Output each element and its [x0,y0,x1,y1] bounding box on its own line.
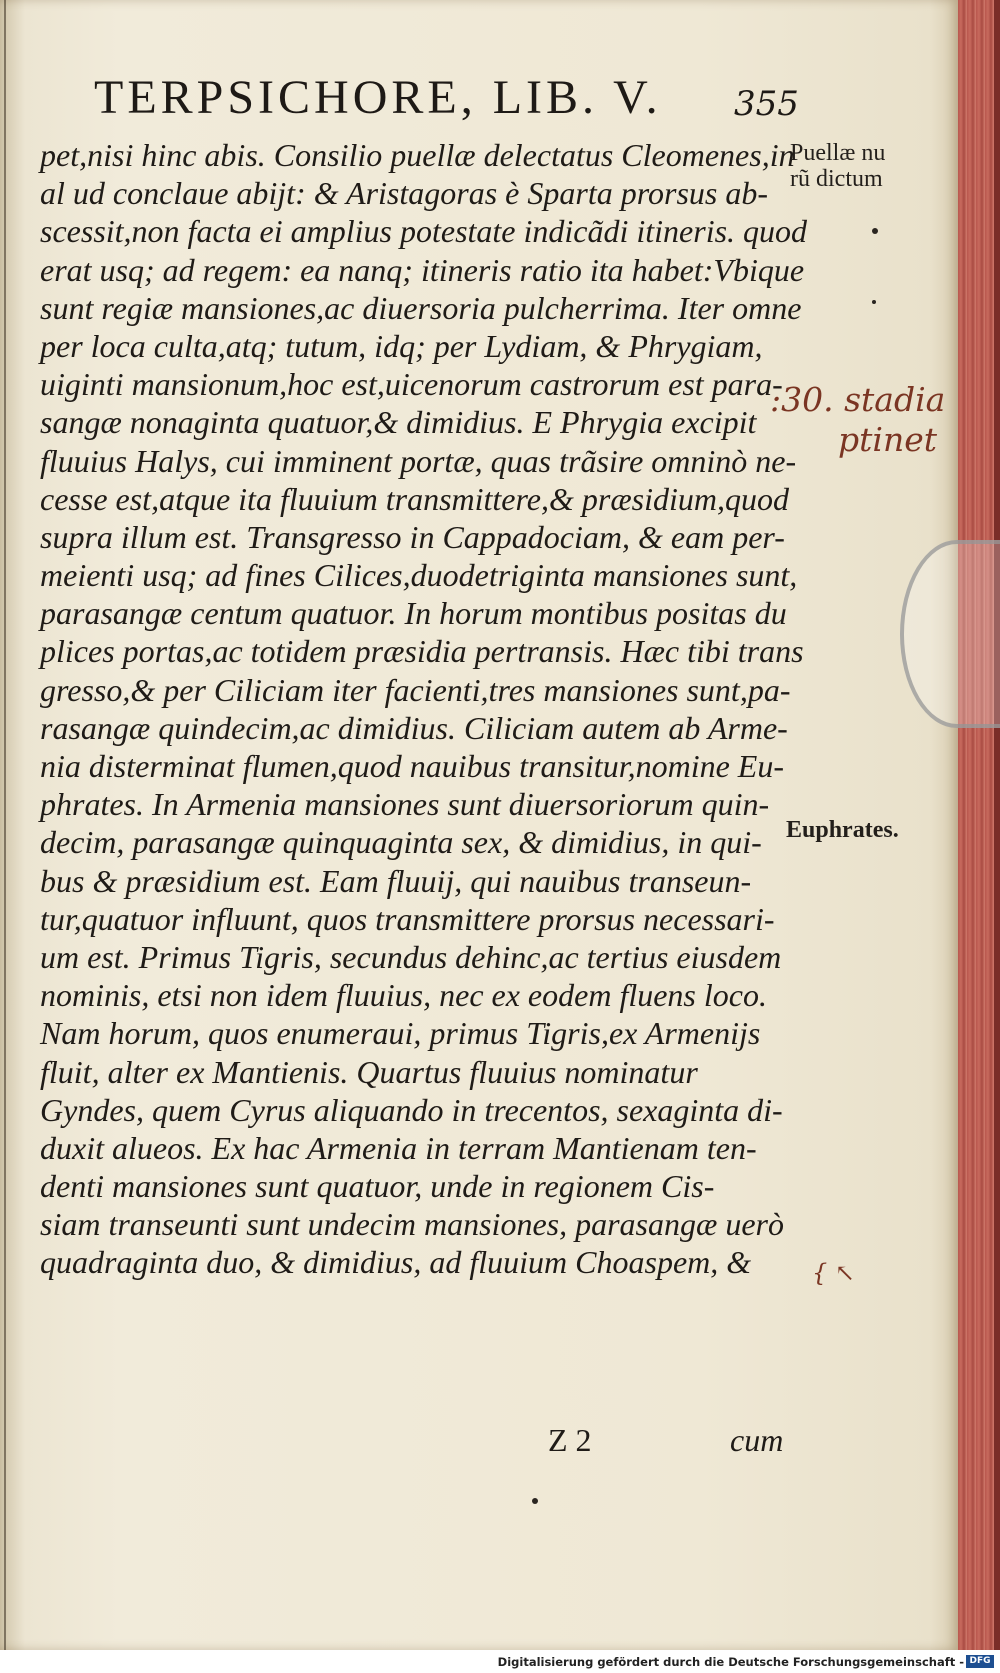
text-line: parasangæ centum quatuor. In horum montibus positas du [40,595,787,632]
text-line: uiginti mansionum,hoc est,uicenorum castrorum est para- [40,366,783,403]
page-number: 355 [734,84,799,124]
text-line: tur,quatuor influunt, quos transmittere prorsus necessari- [40,900,775,937]
catchword: cum [730,1422,784,1458]
text-line: sunt regiæ mansiones,ac diuersoria pulcherrima. Iter omne [40,289,802,326]
handwritten-annotation: ptinet [838,420,937,459]
text-line: nia disterminat flumen,quod nauibus transitur,nomine Eu- [40,748,784,784]
text-line: cesse est,atque ita fluuium transmittere,& præsidium,quod [40,480,789,517]
text-line: duxit alueos. Ex hac Armenia in terram Mantienam ten- [40,1129,757,1166]
text-line: gresso,& per Ciliciam iter facienti,tres mansiones sunt,pa- [40,671,791,708]
text-line: denti mansiones sunt quatuor, unde in regionem Cis- [40,1168,715,1205]
text-line: Gyndes, quem Cyrus aliquando in trecentos, sexaginta di- [40,1091,783,1128]
ink-speck [532,1498,538,1504]
binding-gutter [4,0,6,1650]
text-line: al ud conclaue abijt: & Aristagoras è Sparta prorsus ab- [40,175,768,212]
dfg-logo: DFG [966,1655,994,1668]
text-line: fluuius Halys, cui imminent portæ, quas trãsire omninò ne- [40,442,797,479]
text-line: pet,nisi hinc abis. Consilio puellæ delectatus Cleomenes,in [40,137,795,173]
text-line: meienti usq; ad fines Cilices,duodetriginta mansiones sunt, [40,557,798,594]
text-line: erat usq; ad regem: ea nanq; itineris ratio ita habet:Vbique [40,251,805,288]
body-text [40,136,830,1282]
margin-note-euphrates: Euphrates. [786,817,899,843]
text-line: per loca culta,atq; tutum, idq; per Lydiam, & Phrygiam, [40,327,763,364]
text-line: um est. Primus Tigris, secundus dehinc,ac tertius eiusdem [40,938,782,975]
margin-note-puellae [790,140,885,192]
funding-note: Digitalisierung gefördert durch die Deutsche Forschungsgemeinschaft - [497,1655,964,1669]
signature-mark: Z 2 [548,1422,592,1458]
text-line: quadraginta duo, & dimidius, ad fluuium Choaspem, & [40,1244,752,1281]
text-line: Nam horum, quos enumeraui, primus Tigris,ex Armenijs [40,1015,761,1052]
handwritten-annotation: :30. stadia [770,380,946,419]
footer-bar [0,1650,1000,1673]
text-line: siam transeunti sunt undecim mansiones, parasangæ uerò [40,1206,784,1243]
margin-note-line: rũ dictum [790,166,883,192]
text-line: sangæ nonaginta quatuor,& dimidius. E Phrygia excipit [40,404,757,441]
text-line: bus & præsidium est. Eam fluuij, qui nauibus transeun- [40,862,752,899]
text-line: phrates. In Armenia mansiones sunt diuersoriorum quin- [40,786,770,823]
handwritten-mark: { ↖ [812,1259,856,1287]
page-edge-red [958,0,1000,1650]
text-line: decim, parasangæ quinquaginta sex, & dimidius, in qui- [40,824,762,861]
text-line: plices portas,ac totidem præsidia pertransis. Hæc tibi trans [40,633,804,670]
text-line: nominis, etsi non idem fluuius, nec ex eodem fluens loco. [40,977,767,1014]
text-line: fluit, alter ex Mantienis. Quartus fluuius nominatur [40,1053,698,1090]
ink-speck [872,228,878,234]
text-line: rasangæ quindecim,ac dimidius. Ciliciam autem ab Arme- [40,709,788,746]
text-line: supra illum est. Transgresso in Cappadociam, & eam per- [40,518,785,555]
running-head: TERPSICHORE, LIB. V. [94,71,662,124]
text-line: scessit,non facta ei amplius potestate indicãdi itineris. quod [40,213,808,250]
margin-note-line: Puellæ nu [790,140,886,166]
ink-speck [872,300,876,304]
